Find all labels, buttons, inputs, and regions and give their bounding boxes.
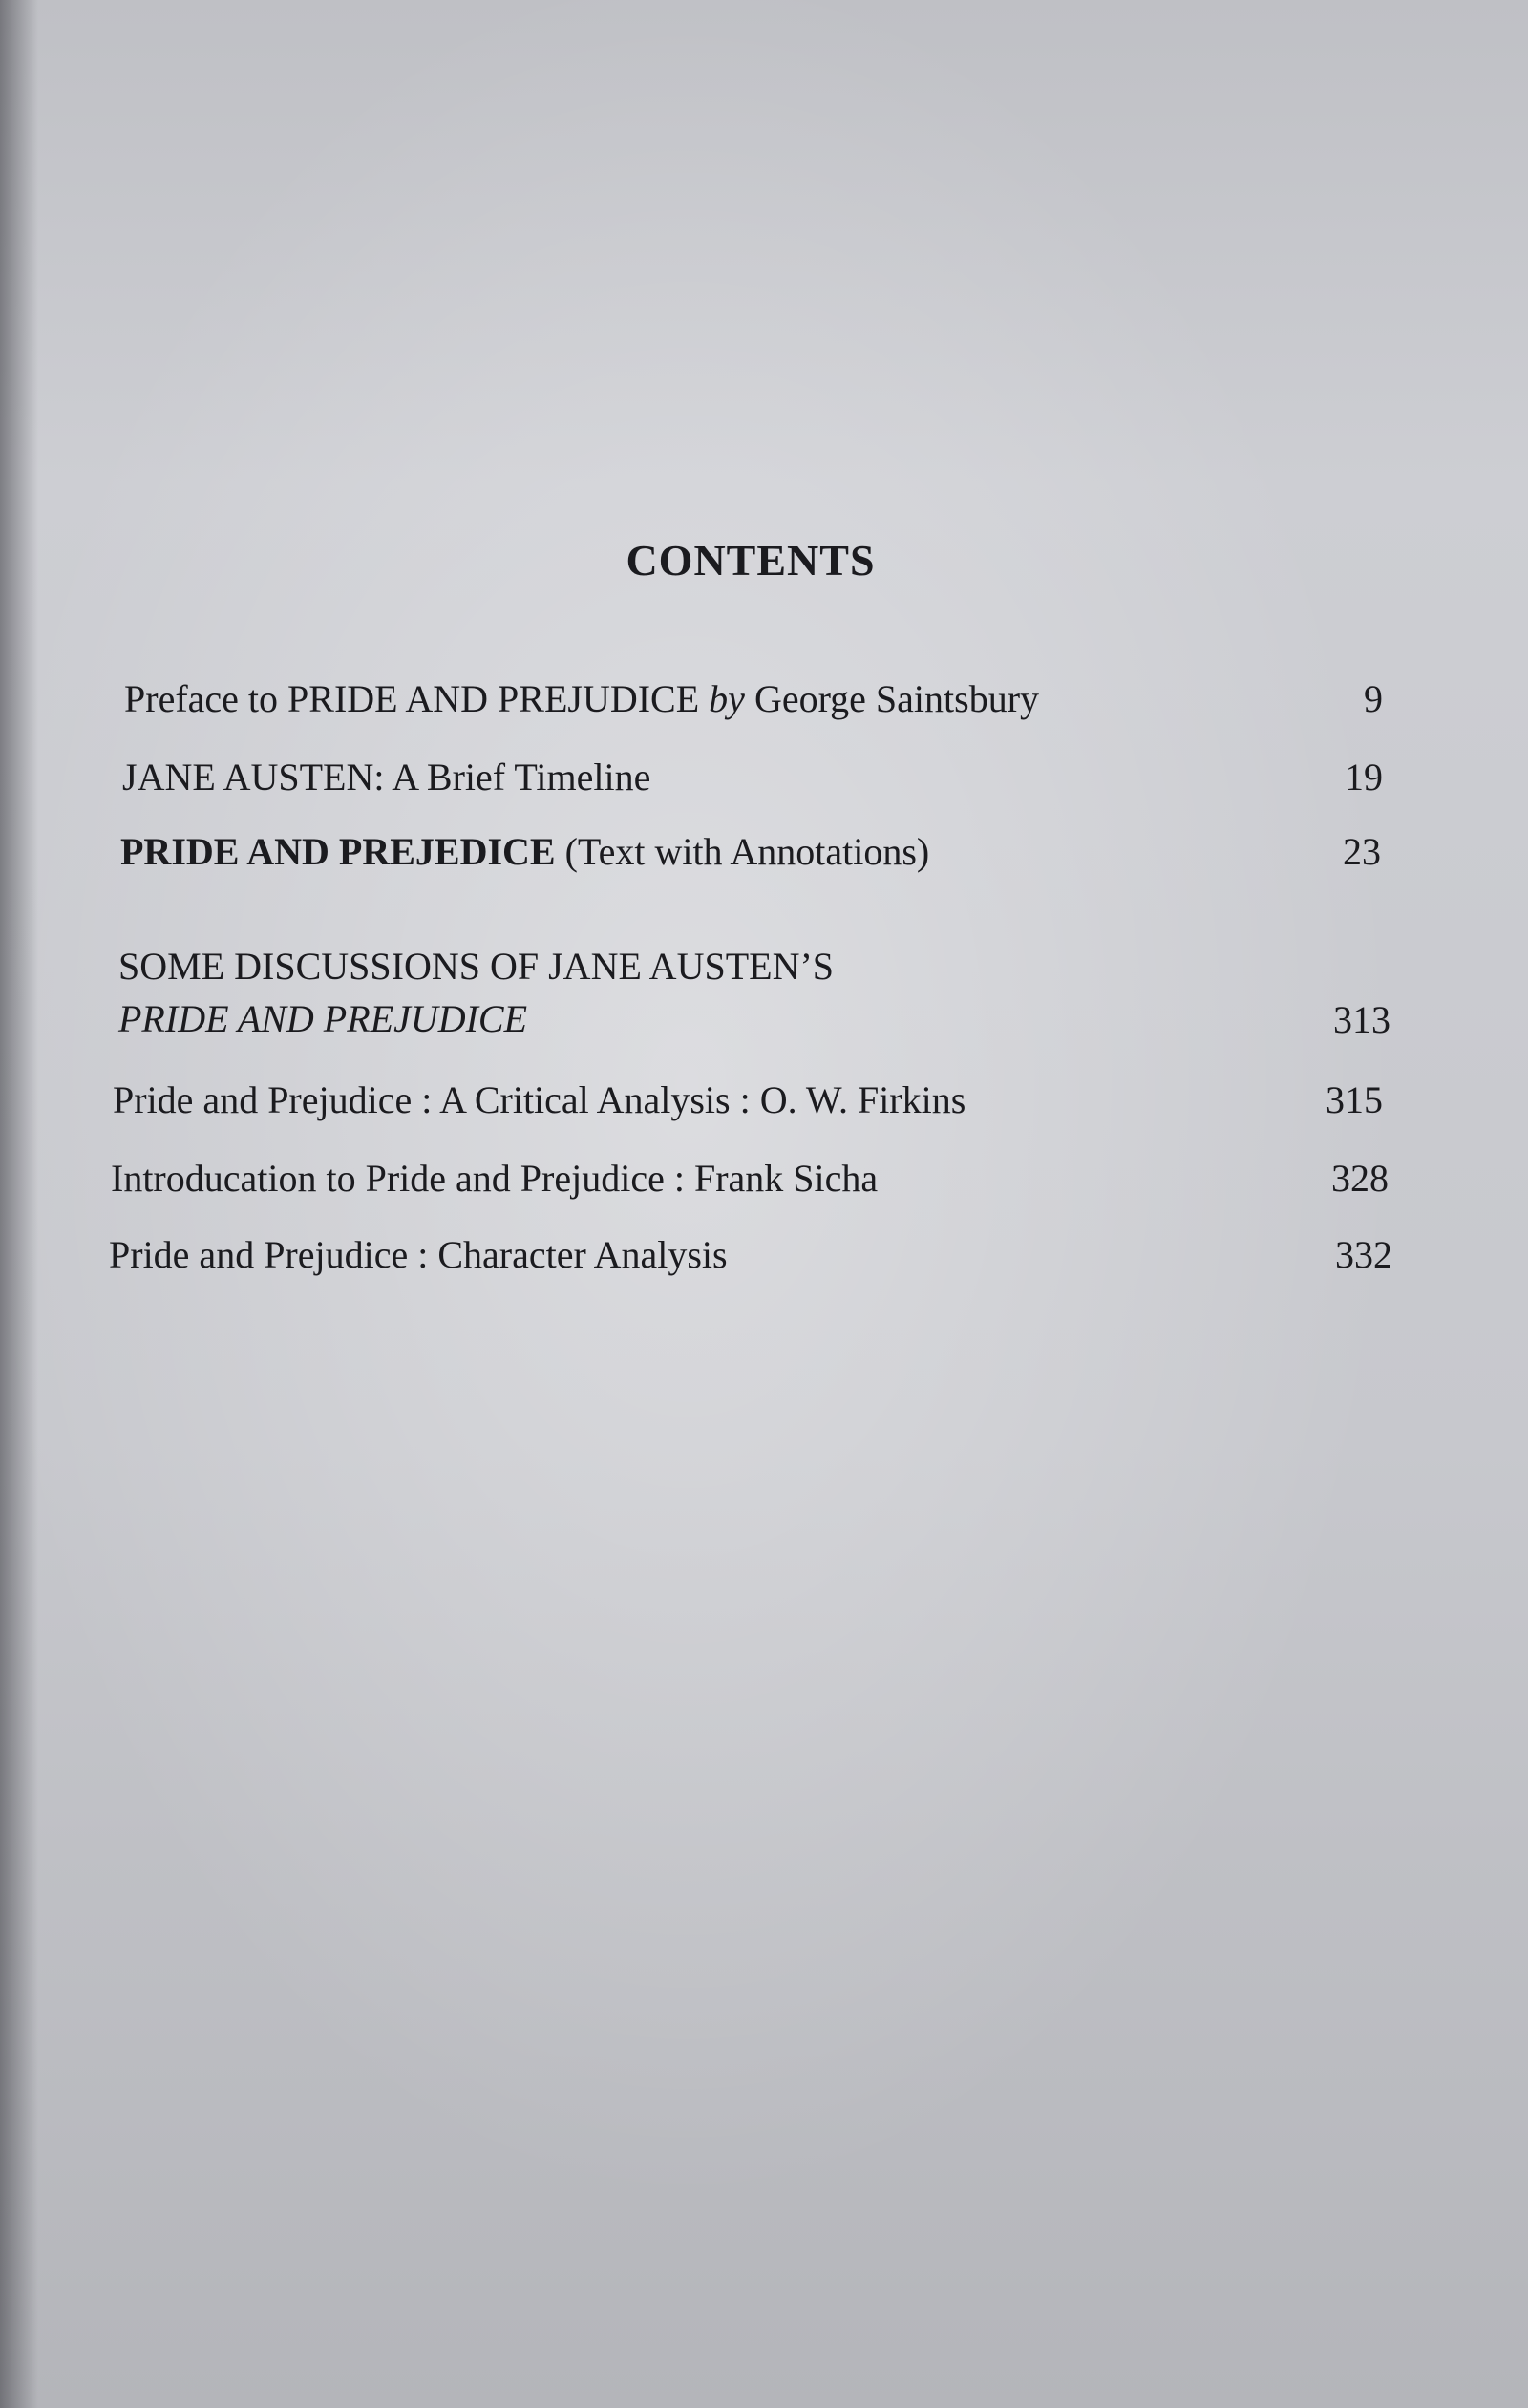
toc-entry-timeline: [122, 755, 1383, 799]
toc-entry-title: Introducation to Pride and Prejudice : Frank Sicha: [111, 1157, 879, 1200]
toc-entry-sicha: [111, 1156, 1389, 1201]
toc-entry-character-analysis: [109, 1232, 1392, 1277]
toc-entry-discussions: [118, 944, 1390, 1041]
toc-section-heading: SOME DISCUSSIONS OF JANE AUSTEN’S: [118, 945, 835, 988]
toc-entry-title: PRIDE AND PREJEDICE (Text with Annotations): [120, 830, 930, 873]
toc-entry-title: Pride and Prejudice : A Critical Analysis : O. W. Firkins: [113, 1078, 966, 1121]
toc-section-subheading: PRIDE AND PREJUDICE: [118, 997, 528, 1040]
toc-entry-title: JANE AUSTEN: A Brief Timeline: [122, 756, 651, 799]
toc-page-number: 328: [1331, 1157, 1389, 1200]
toc-entry-firkins: [113, 1077, 1383, 1122]
contents-heading: CONTENTS: [626, 536, 876, 585]
toc-entry-title: Pride and Prejudice : Character Analysis: [109, 1233, 728, 1276]
toc-entry-title: Preface to PRIDE AND PREJUDICE by George Saintsbury: [124, 677, 1040, 720]
toc-entry-preface: [124, 676, 1383, 721]
toc-page-number: 19: [1345, 756, 1383, 799]
toc-entry-novel-text: [120, 829, 1381, 874]
toc-page-number: 9: [1364, 677, 1383, 720]
toc-page-number: 23: [1343, 830, 1381, 873]
toc-page-number: 315: [1326, 1078, 1383, 1121]
toc-page-number: 313: [1333, 998, 1390, 1041]
toc-page-number: 332: [1335, 1233, 1392, 1276]
